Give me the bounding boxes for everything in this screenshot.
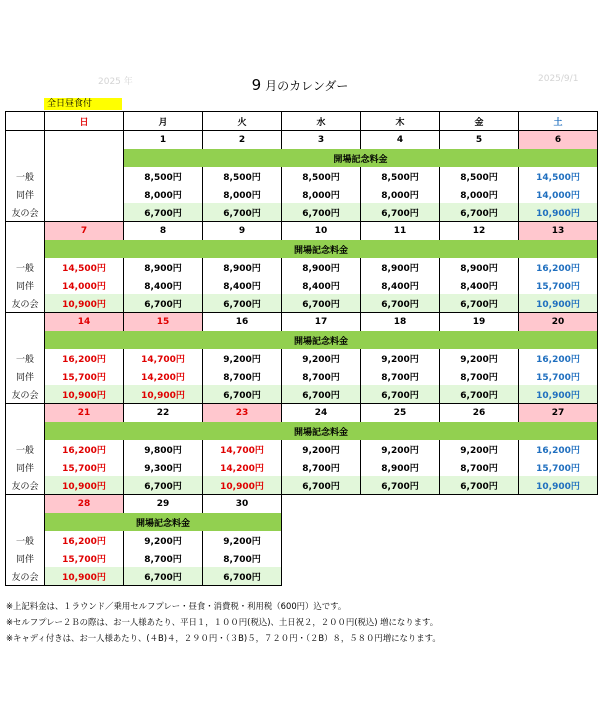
price-cell: 6,700円 bbox=[203, 567, 282, 586]
empty-cell bbox=[282, 567, 598, 586]
price-cell: 9,200円 bbox=[124, 531, 203, 549]
day-number: 19 bbox=[440, 313, 519, 332]
row-label: 同伴 bbox=[6, 185, 45, 203]
day-number: 17 bbox=[282, 313, 361, 332]
price-row bbox=[6, 349, 598, 367]
price-cell: 9,300円 bbox=[124, 458, 203, 476]
day-number: 1 bbox=[124, 131, 203, 150]
day-number: 29 bbox=[124, 495, 203, 514]
price-cell: 6,700円 bbox=[124, 567, 203, 586]
price-cell: 10,900円 bbox=[45, 385, 124, 404]
price-cell: 14,200円 bbox=[124, 367, 203, 385]
price-cell: 8,700円 bbox=[282, 367, 361, 385]
corner-cell bbox=[6, 112, 45, 131]
price-row bbox=[6, 276, 598, 294]
price-cell: 15,700円 bbox=[45, 367, 124, 385]
price-cell: 8,700円 bbox=[124, 549, 203, 567]
day-number: 5 bbox=[440, 131, 519, 150]
price-cell: 14,700円 bbox=[203, 440, 282, 458]
year-label: 2025 年 bbox=[98, 77, 133, 87]
day-number: 4 bbox=[361, 131, 440, 150]
price-cell: 9,200円 bbox=[203, 349, 282, 367]
weekday-header: 金 bbox=[440, 112, 519, 131]
price-cell: 15,700円 bbox=[45, 549, 124, 567]
day-number: 3 bbox=[282, 131, 361, 150]
price-cell: 10,900円 bbox=[519, 385, 598, 404]
price-cell: 6,700円 bbox=[361, 385, 440, 404]
price-cell: 10,900円 bbox=[45, 294, 124, 313]
price-cell: 8,000円 bbox=[124, 185, 203, 203]
row-label: 一般 bbox=[6, 531, 45, 549]
row-label: 友の会 bbox=[6, 567, 45, 586]
price-cell: 9,800円 bbox=[124, 440, 203, 458]
day-number: 25 bbox=[361, 404, 440, 423]
price-cell: 9,200円 bbox=[440, 440, 519, 458]
row-label: 一般 bbox=[6, 440, 45, 458]
price-cell: 9,200円 bbox=[282, 440, 361, 458]
price-cell: 8,000円 bbox=[203, 185, 282, 203]
day-number: 9 bbox=[203, 222, 282, 241]
price-row bbox=[6, 385, 598, 404]
day-number: 15 bbox=[124, 313, 203, 332]
row-label: 同伴 bbox=[6, 458, 45, 476]
price-cell: 6,700円 bbox=[282, 385, 361, 404]
price-cell: 8,400円 bbox=[124, 276, 203, 294]
price-cell: 15,700円 bbox=[45, 458, 124, 476]
row-label: 友の会 bbox=[6, 294, 45, 313]
price-cell: 6,700円 bbox=[440, 476, 519, 495]
price-cell: 9,200円 bbox=[361, 349, 440, 367]
event-label: 開場記念料金 bbox=[124, 149, 598, 167]
price-cell: 8,700円 bbox=[440, 367, 519, 385]
event-label: 開場記念料金 bbox=[45, 422, 598, 440]
label-cell bbox=[6, 495, 45, 514]
day-number: 24 bbox=[282, 404, 361, 423]
price-row bbox=[6, 258, 598, 276]
label-cell bbox=[6, 404, 45, 423]
price-cell: 8,400円 bbox=[203, 276, 282, 294]
price-cell: 15,700円 bbox=[519, 276, 598, 294]
note-line: ※セルフプレー２Ｂの際は、お一人様あたり、平日１，１００円(税込)、土日祝２，２００円(税込) 増になります。 bbox=[6, 617, 439, 627]
price-cell: 6,700円 bbox=[440, 385, 519, 404]
price-row bbox=[6, 367, 598, 385]
day-number: 30 bbox=[203, 495, 282, 514]
price-row bbox=[6, 531, 598, 549]
price-cell: 16,200円 bbox=[45, 531, 124, 549]
price-cell: 6,700円 bbox=[124, 294, 203, 313]
title-text: 月のカレンダー bbox=[265, 79, 349, 93]
price-cell: 8,400円 bbox=[282, 276, 361, 294]
event-row bbox=[6, 240, 598, 258]
weekday-header: 水 bbox=[282, 112, 361, 131]
price-cell: 6,700円 bbox=[282, 203, 361, 222]
event-label: 開場記念料金 bbox=[45, 331, 598, 349]
weekday-header: 日 bbox=[45, 112, 124, 131]
day-number: 28 bbox=[45, 495, 124, 514]
label-cell bbox=[6, 422, 45, 440]
weekday-header: 月 bbox=[124, 112, 203, 131]
row-label: 同伴 bbox=[6, 367, 45, 385]
price-cell: 8,000円 bbox=[440, 185, 519, 203]
price-cell: 8,400円 bbox=[440, 276, 519, 294]
price-cell: 6,700円 bbox=[440, 294, 519, 313]
weekday-header: 火 bbox=[203, 112, 282, 131]
price-cell: 9,200円 bbox=[203, 531, 282, 549]
day-number: 10 bbox=[282, 222, 361, 241]
price-cell: 8,500円 bbox=[282, 167, 361, 185]
price-cell: 8,700円 bbox=[440, 458, 519, 476]
price-cell: 16,200円 bbox=[519, 258, 598, 276]
price-cell: 10,900円 bbox=[519, 203, 598, 222]
price-calendar bbox=[5, 111, 598, 586]
day-row bbox=[6, 404, 598, 423]
price-cell: 8,500円 bbox=[124, 167, 203, 185]
label-cell bbox=[6, 149, 45, 167]
event-row bbox=[6, 513, 598, 531]
blank-day bbox=[45, 131, 124, 222]
price-row bbox=[6, 294, 598, 313]
lunch-included-badge: 全日昼食付 bbox=[44, 98, 122, 110]
label-cell bbox=[6, 240, 45, 258]
price-cell: 14,500円 bbox=[45, 258, 124, 276]
price-cell: 16,200円 bbox=[519, 440, 598, 458]
row-label: 友の会 bbox=[6, 476, 45, 495]
day-number: 8 bbox=[124, 222, 203, 241]
empty-cell bbox=[282, 531, 598, 549]
price-cell: 8,000円 bbox=[282, 185, 361, 203]
price-cell: 8,700円 bbox=[203, 549, 282, 567]
price-cell: 14,000円 bbox=[45, 276, 124, 294]
row-label: 同伴 bbox=[6, 276, 45, 294]
price-cell: 8,900円 bbox=[124, 258, 203, 276]
row-label: 一般 bbox=[6, 167, 45, 185]
label-cell bbox=[6, 222, 45, 241]
day-row bbox=[6, 313, 598, 332]
label-cell bbox=[6, 313, 45, 332]
price-cell: 6,700円 bbox=[203, 203, 282, 222]
day-row bbox=[6, 222, 598, 241]
print-date: 2025/9/1 bbox=[538, 74, 579, 84]
day-number: 26 bbox=[440, 404, 519, 423]
price-cell: 14,000円 bbox=[519, 185, 598, 203]
price-cell: 9,200円 bbox=[440, 349, 519, 367]
row-label: 友の会 bbox=[6, 385, 45, 404]
price-cell: 10,900円 bbox=[45, 567, 124, 586]
price-cell: 8,900円 bbox=[361, 258, 440, 276]
day-number: 11 bbox=[361, 222, 440, 241]
price-cell: 6,700円 bbox=[203, 294, 282, 313]
month-number: 9 bbox=[251, 76, 262, 94]
event-row bbox=[6, 422, 598, 440]
price-cell: 8,000円 bbox=[361, 185, 440, 203]
day-number: 2 bbox=[203, 131, 282, 150]
weekday-header-row bbox=[6, 112, 598, 131]
price-cell: 14,700円 bbox=[124, 349, 203, 367]
day-number: 6 bbox=[519, 131, 598, 150]
price-cell: 6,700円 bbox=[282, 294, 361, 313]
price-row bbox=[6, 458, 598, 476]
day-number: 7 bbox=[45, 222, 124, 241]
price-cell: 16,200円 bbox=[45, 440, 124, 458]
weekday-header: 木 bbox=[361, 112, 440, 131]
price-cell: 8,700円 bbox=[203, 367, 282, 385]
price-cell: 8,900円 bbox=[282, 258, 361, 276]
note-line: ※キャディ付きは、お一人様あたり、(４B)４，２９０円・（３B)５，７２０円・（２B）８，５８０円増になります。 bbox=[6, 633, 441, 643]
price-cell: 15,700円 bbox=[519, 458, 598, 476]
price-cell: 6,700円 bbox=[203, 385, 282, 404]
price-cell: 8,500円 bbox=[361, 167, 440, 185]
day-number: 23 bbox=[203, 404, 282, 423]
price-cell: 6,700円 bbox=[282, 476, 361, 495]
notes bbox=[6, 598, 441, 646]
day-number: 27 bbox=[519, 404, 598, 423]
label-cell bbox=[6, 513, 45, 531]
row-label: 同伴 bbox=[6, 549, 45, 567]
price-cell: 8,500円 bbox=[440, 167, 519, 185]
day-row bbox=[6, 495, 598, 514]
price-cell: 16,200円 bbox=[45, 349, 124, 367]
price-cell: 6,700円 bbox=[361, 476, 440, 495]
event-label: 開場記念料金 bbox=[45, 240, 598, 258]
price-cell: 10,900円 bbox=[124, 385, 203, 404]
price-cell: 9,200円 bbox=[361, 440, 440, 458]
day-number: 12 bbox=[440, 222, 519, 241]
row-label: 一般 bbox=[6, 258, 45, 276]
price-cell: 6,700円 bbox=[440, 203, 519, 222]
event-row bbox=[6, 331, 598, 349]
price-cell: 6,700円 bbox=[124, 203, 203, 222]
price-cell: 8,500円 bbox=[203, 167, 282, 185]
label-cell bbox=[6, 131, 45, 150]
price-row bbox=[6, 549, 598, 567]
day-number: 21 bbox=[45, 404, 124, 423]
price-cell: 14,500円 bbox=[519, 167, 598, 185]
empty-cell bbox=[282, 495, 598, 514]
day-row bbox=[6, 131, 598, 150]
price-row bbox=[6, 567, 598, 586]
day-number: 18 bbox=[361, 313, 440, 332]
day-number: 14 bbox=[45, 313, 124, 332]
price-cell: 8,900円 bbox=[203, 258, 282, 276]
price-cell: 10,900円 bbox=[519, 294, 598, 313]
price-cell: 14,200円 bbox=[203, 458, 282, 476]
row-label: 一般 bbox=[6, 349, 45, 367]
page-title bbox=[0, 76, 600, 94]
row-label: 友の会 bbox=[6, 203, 45, 222]
price-row bbox=[6, 440, 598, 458]
day-number: 16 bbox=[203, 313, 282, 332]
price-cell: 8,700円 bbox=[361, 367, 440, 385]
price-cell: 10,900円 bbox=[203, 476, 282, 495]
price-row bbox=[6, 476, 598, 495]
price-cell: 10,900円 bbox=[45, 476, 124, 495]
price-cell: 9,200円 bbox=[282, 349, 361, 367]
event-label: 開場記念料金 bbox=[45, 513, 282, 531]
empty-cell bbox=[282, 549, 598, 567]
price-cell: 6,700円 bbox=[361, 203, 440, 222]
price-cell: 15,700円 bbox=[519, 367, 598, 385]
empty-cell bbox=[282, 513, 598, 531]
price-cell: 6,700円 bbox=[361, 294, 440, 313]
price-cell: 8,900円 bbox=[440, 258, 519, 276]
price-cell: 6,700円 bbox=[124, 476, 203, 495]
day-number: 20 bbox=[519, 313, 598, 332]
price-cell: 8,900円 bbox=[361, 458, 440, 476]
price-cell: 8,700円 bbox=[282, 458, 361, 476]
label-cell bbox=[6, 331, 45, 349]
price-cell: 16,200円 bbox=[519, 349, 598, 367]
day-number: 13 bbox=[519, 222, 598, 241]
day-number: 22 bbox=[124, 404, 203, 423]
price-cell: 8,400円 bbox=[361, 276, 440, 294]
price-cell: 10,900円 bbox=[519, 476, 598, 495]
weekday-header: 土 bbox=[519, 112, 598, 131]
note-line: ※上記料金は、１ラウンド／乗用セルフプレー・昼食・消費税・利用税（600円）込です。 bbox=[6, 601, 347, 611]
